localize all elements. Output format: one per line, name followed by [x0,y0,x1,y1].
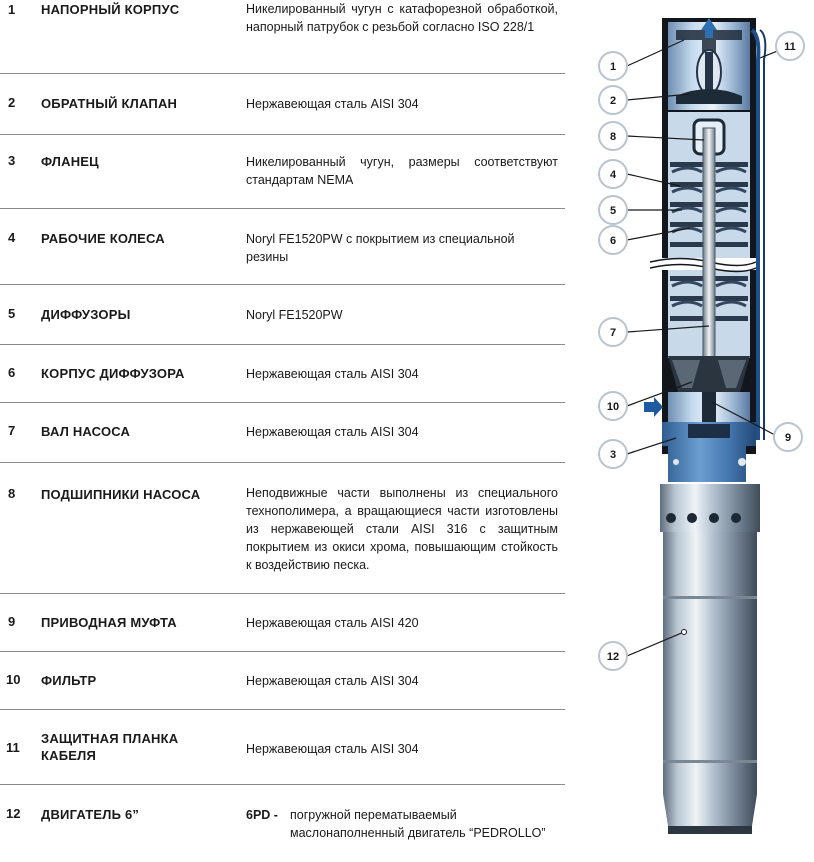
row-number: 3 [8,153,16,168]
motor-code: 6PD - [246,808,278,822]
svg-text:1: 1 [609,61,617,73]
svg-text:4: 4 [609,169,617,181]
component-description: Нержавеющая сталь AISI 304 [246,97,419,111]
svg-text:2: 2 [609,95,617,107]
component-description: Noryl FE1520PW с покрытием из специальной резины [246,232,515,264]
component-name: РАБОЧИЕ КОЛЕСА [41,231,165,246]
row-number: 4 [8,230,16,245]
callout-9 [774,423,802,451]
component-description: Нержавеющая сталь AISI 304 [246,674,419,688]
svg-text:6: 6 [609,235,617,247]
row-number: 5 [8,306,16,321]
row-number: 8 [8,486,16,501]
row-number: 12 [6,806,21,821]
motor-body [663,532,757,794]
component-name: ДИФФУЗОРЫ [41,307,131,322]
svg-text:8: 8 [609,131,617,143]
row-number: 10 [6,672,21,687]
svg-text:9: 9 [784,432,792,444]
component-name: ПРИВОДНАЯ МУФТА [41,615,177,630]
callout-12 [599,642,627,670]
component-name: ЗАЩИТНАЯ ПЛАНКА КАБЕЛЯ [41,731,179,763]
component-name: НАПОРНЫЙ КОРПУС [41,2,180,17]
callout-7 [599,318,627,346]
component-name: ОБРАТНЫЙ КЛАПАН [41,96,178,111]
component-description: Нержавеющая сталь AISI 304 [246,367,419,381]
callout-5 [599,196,627,224]
component-description: Никелированный чугун, размеры соответствуют стандартам NEMA [246,155,558,187]
callout-11 [776,32,804,60]
component-description: Noryl FE1520PW [246,308,343,322]
component-description: погружной перематываемый маслонаполненный двигатель “PEDROLLO” [290,808,546,840]
svg-text:7: 7 [609,327,617,339]
callout-10 [599,392,627,420]
component-name: ДВИГАТЕЛЬ 6” [41,807,140,822]
row-number: 1 [8,2,16,17]
svg-text:11: 11 [784,41,796,53]
callout-6 [599,226,627,254]
motor-base [663,794,757,826]
callout-2 [599,86,627,114]
callout-8 [599,122,627,150]
component-name: ФИЛЬТР [41,673,97,688]
row-number: 11 [6,740,20,755]
row-number: 2 [8,95,16,110]
component-name: ПОДШИПНИКИ НАСОСА [41,487,201,502]
svg-text:3: 3 [609,449,617,461]
row-number: 6 [8,365,16,380]
component-description: Неподвижные части выполнены из специального технополимера, а вращающиеся части изготовлены из нержавеющей стали AISI 316 с защитным покрытием из окиси хрома, повышающим стойкость к воздействию песка. [246,486,558,572]
svg-text:5: 5 [609,205,617,217]
callout-4 [599,160,627,188]
row-number: 7 [8,423,16,438]
component-name: ФЛАНЕЦ [41,154,99,169]
callout-1 [599,52,627,80]
component-name: ВАЛ НАСОСА [41,424,131,439]
row-number: 9 [8,614,16,629]
component-description: Нержавеющая сталь AISI 304 [246,425,419,439]
svg-text:10: 10 [606,401,620,413]
svg-text:12: 12 [606,651,620,663]
component-description: Нержавеющая сталь AISI 420 [246,616,419,630]
component-name: КОРПУС ДИФФУЗОРА [41,366,185,381]
callout-3 [599,440,627,468]
component-description: Нержавеющая сталь AISI 304 [246,742,419,756]
component-description: Никелированный чугун с катафорезной обработкой, напорный патрубок с резьбой согласно ISO 228/1 [246,2,558,34]
motor-head [660,484,760,532]
inlet-arrow-icon [644,397,663,417]
